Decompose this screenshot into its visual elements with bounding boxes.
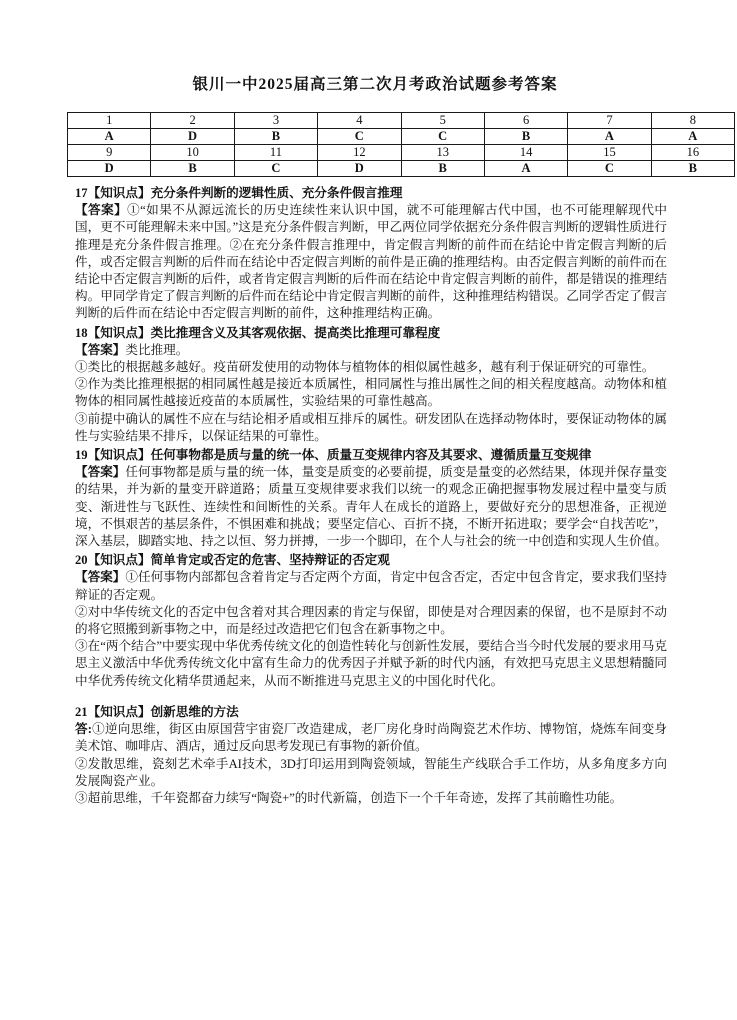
section-q18 bbox=[75, 325, 667, 445]
answer-label: 【答案】 bbox=[75, 203, 128, 218]
question-number: 8 bbox=[651, 113, 734, 129]
answer-label: 【答案】 bbox=[75, 342, 126, 357]
answer-cell: D bbox=[318, 161, 401, 177]
answer-cell: B bbox=[651, 161, 734, 177]
answer-cell: B bbox=[151, 161, 234, 177]
question-number: 10 bbox=[151, 145, 234, 161]
section-heading: 17【知识点】充分条件判断的逻辑性质、充分条件假言推理 bbox=[75, 186, 403, 200]
question-number: 12 bbox=[318, 145, 401, 161]
section-heading: 18【知识点】类比推理含义及其客观依据、提高类比推理可靠程度 bbox=[75, 325, 441, 340]
question-number: 3 bbox=[234, 113, 317, 129]
answer-cell: C bbox=[401, 129, 484, 145]
paragraph-text: ②作为类比推理根据的相同属性越是接近本质属性，相同属性与推出属性之间的相关程度越高。动物体和植物体的相同属性越接近疫苗的本质属性，实验结果的可靠性越高。 bbox=[75, 377, 667, 409]
question-number: 5 bbox=[401, 113, 484, 129]
paragraph-text: ①“如果不从源远流长的历史连续性来认识中国，就不可能理解古代中国，也不可能理解现代中国，更不可能理解未来中国。”这是充分条件假言判断，甲乙两位同学依据充分条件假言判断的逻辑性质进行推理是充分条件假言推理。②在充分条件假言推理中，肯定假言判断的前件而在结论中肯定假言判断的后件，或否定假言判断的后件而在结论中否定假言判断的前件是正确的推理结构。由否定假言判断的前件而在结论中否定假言判断的后件，或者肯定假言判断的后件而在结论中肯定假言判断的前件，都是错误的推理结构。甲同学肯定了假言判断的后件而在结论中肯定假言判断的前件，这种推理结构错误。乙同学否定了假言判断的后件而在结论中否定假言判断的前件，这种推理结构正确。 bbox=[75, 203, 667, 321]
section-q19 bbox=[75, 447, 667, 550]
answer-paragraph bbox=[75, 376, 667, 410]
section-q21 bbox=[75, 704, 667, 807]
paragraph-text: ①逆向思维，街区由原国营宇宙瓷厂改造建成，老厂房化身时尚陶瓷艺术作坊、博物馆，烧炼车间变身美术馆、咖啡店、酒店，通过反向思考发现已有事物的新价值。 bbox=[75, 722, 668, 754]
answer-paragraph bbox=[75, 790, 667, 807]
paragraph-text: ③超前思维，千年瓷都奋力续写“陶瓷+”的时代新篇，创造下一个千年奇迹，发挥了其前瞻性功能。 bbox=[75, 790, 623, 805]
question-number: 13 bbox=[401, 145, 484, 161]
answer-paragraph bbox=[75, 359, 667, 376]
answer-label: 【答案】 bbox=[75, 570, 126, 585]
paragraph-text: ③在“两个结合”中要实现中华优秀传统文化的创造性转化与创新性发展，要结合当今时代发展的要求用马克思主义激活中华优秀传统文化中富有生命力的优秀因子并赋予新的时代内涵，有效把马克思主义思想精髓同中华优秀传统文化精华贯通起来，从而不断推进马克思主义的中国化时代化。 bbox=[75, 639, 667, 688]
answer-paragraph bbox=[75, 202, 667, 322]
answer-cell: B bbox=[484, 129, 567, 145]
answer-cell: A bbox=[651, 129, 734, 145]
paragraph-text: ①类比的根据越多越好。疫苗研发使用的动物体与植物体的相似属性越多，越有利于保证研究的可靠性。 bbox=[75, 360, 655, 375]
section-heading: 21【知识点】创新思维的方法 bbox=[75, 704, 239, 719]
question-number: 9 bbox=[68, 145, 151, 161]
question-number: 15 bbox=[568, 145, 651, 161]
paragraph-text: ③前提中确认的属性不应在与结论相矛盾或相互排斥的属性。研发团队在选择动物体时，要保证动物体的属性与实验结果不排斥，以保证结果的可靠性。 bbox=[75, 411, 667, 443]
answer-cell: C bbox=[318, 129, 401, 145]
document-title: 银川一中2025届高三第二次月考政治试题参考答案 bbox=[192, 76, 558, 93]
paragraph-text: 类比推理。 bbox=[125, 342, 189, 357]
answer-paragraph bbox=[75, 569, 667, 603]
answer-paragraph bbox=[75, 342, 667, 359]
answer-cell: D bbox=[68, 161, 151, 177]
answer-label: 答: bbox=[75, 722, 92, 737]
answer-paragraph bbox=[75, 756, 667, 790]
answer-cell: D bbox=[151, 129, 234, 145]
answer-cell: A bbox=[568, 129, 651, 145]
question-number: 4 bbox=[318, 113, 401, 129]
answer-cell: B bbox=[401, 161, 484, 177]
table-row-answers bbox=[68, 161, 735, 177]
paragraph-text: ②对中华传统文化的否定中包含着对其合理因素的肯定与保留，即使是对合理因素的保留，也不是原封不动的将它照搬到新事物之中，而是经过改造把它们包含在新事物之中。 bbox=[75, 604, 667, 637]
table-row-answers bbox=[68, 129, 735, 145]
question-number: 1 bbox=[68, 113, 151, 129]
question-number: 7 bbox=[568, 113, 651, 129]
answer-paragraph bbox=[75, 464, 667, 550]
answer-paragraph bbox=[75, 411, 667, 445]
answers-text-block bbox=[75, 185, 667, 807]
answer-cell: C bbox=[568, 161, 651, 177]
answer-paragraph bbox=[75, 638, 667, 690]
answer-paragraph bbox=[75, 721, 667, 755]
answer-cell: A bbox=[68, 129, 151, 145]
section-heading: 19【知识点】任何事物都是质与量的统一体、质量互变规律内容及其要求、遵循质量互变规律 bbox=[75, 448, 592, 463]
paragraph-text: ①任何事物内部都包含着肯定与否定两个方面，肯定中包含否定，否定中包含肯定，要求我们坚持辩证的否定观。 bbox=[75, 570, 668, 602]
section-q17 bbox=[75, 185, 667, 323]
answer-label: 【答案】 bbox=[75, 465, 126, 480]
question-number: 14 bbox=[484, 145, 567, 161]
question-number: 6 bbox=[484, 113, 567, 129]
question-number: 11 bbox=[234, 145, 317, 161]
answer-paragraph bbox=[75, 604, 667, 638]
answer-cell: A bbox=[484, 161, 567, 177]
table-row-question-numbers bbox=[68, 145, 735, 161]
paragraph-text: 任何事物都是质与量的统一体，量变是质变的必要前提，质变是量变的必然结果，体现并保存量变的结果，并为新的量变开辟道路；质量互变规律要求我们以统一的观念正确把握事物发展过程中量变与质变、渐进性与飞跃性、连续性和间断性的关系。青年人在成长的道路上，要做好充分的思想准备，正视逆境，不惧艰苦的基层条件，不惧困难和挑战；要坚定信心、百折不挠，不断开拓进取；要学会“自找苦吃”，深入基层，脚踏实地、持之以恒、努力拼搏，一步一个脚印，在个人与社会的统一中创造和实现人生价值。 bbox=[75, 465, 668, 549]
answer-cell: B bbox=[234, 129, 317, 145]
paragraph-text: ②发散思维，瓷刻艺术牵手AI技术，3D打印运用到陶瓷领域，智能生产线联合手工作坊，从多角度多方向发展陶瓷产业。 bbox=[75, 756, 667, 788]
answer-table bbox=[67, 112, 735, 177]
question-number: 16 bbox=[651, 145, 734, 161]
table-row-question-numbers bbox=[68, 113, 735, 129]
answer-cell: C bbox=[234, 161, 317, 177]
section-q20 bbox=[75, 552, 667, 690]
question-number: 2 bbox=[151, 113, 234, 129]
section-heading: 20【知识点】简单肯定或否定的危害、坚持辩证的否定观 bbox=[75, 553, 390, 568]
